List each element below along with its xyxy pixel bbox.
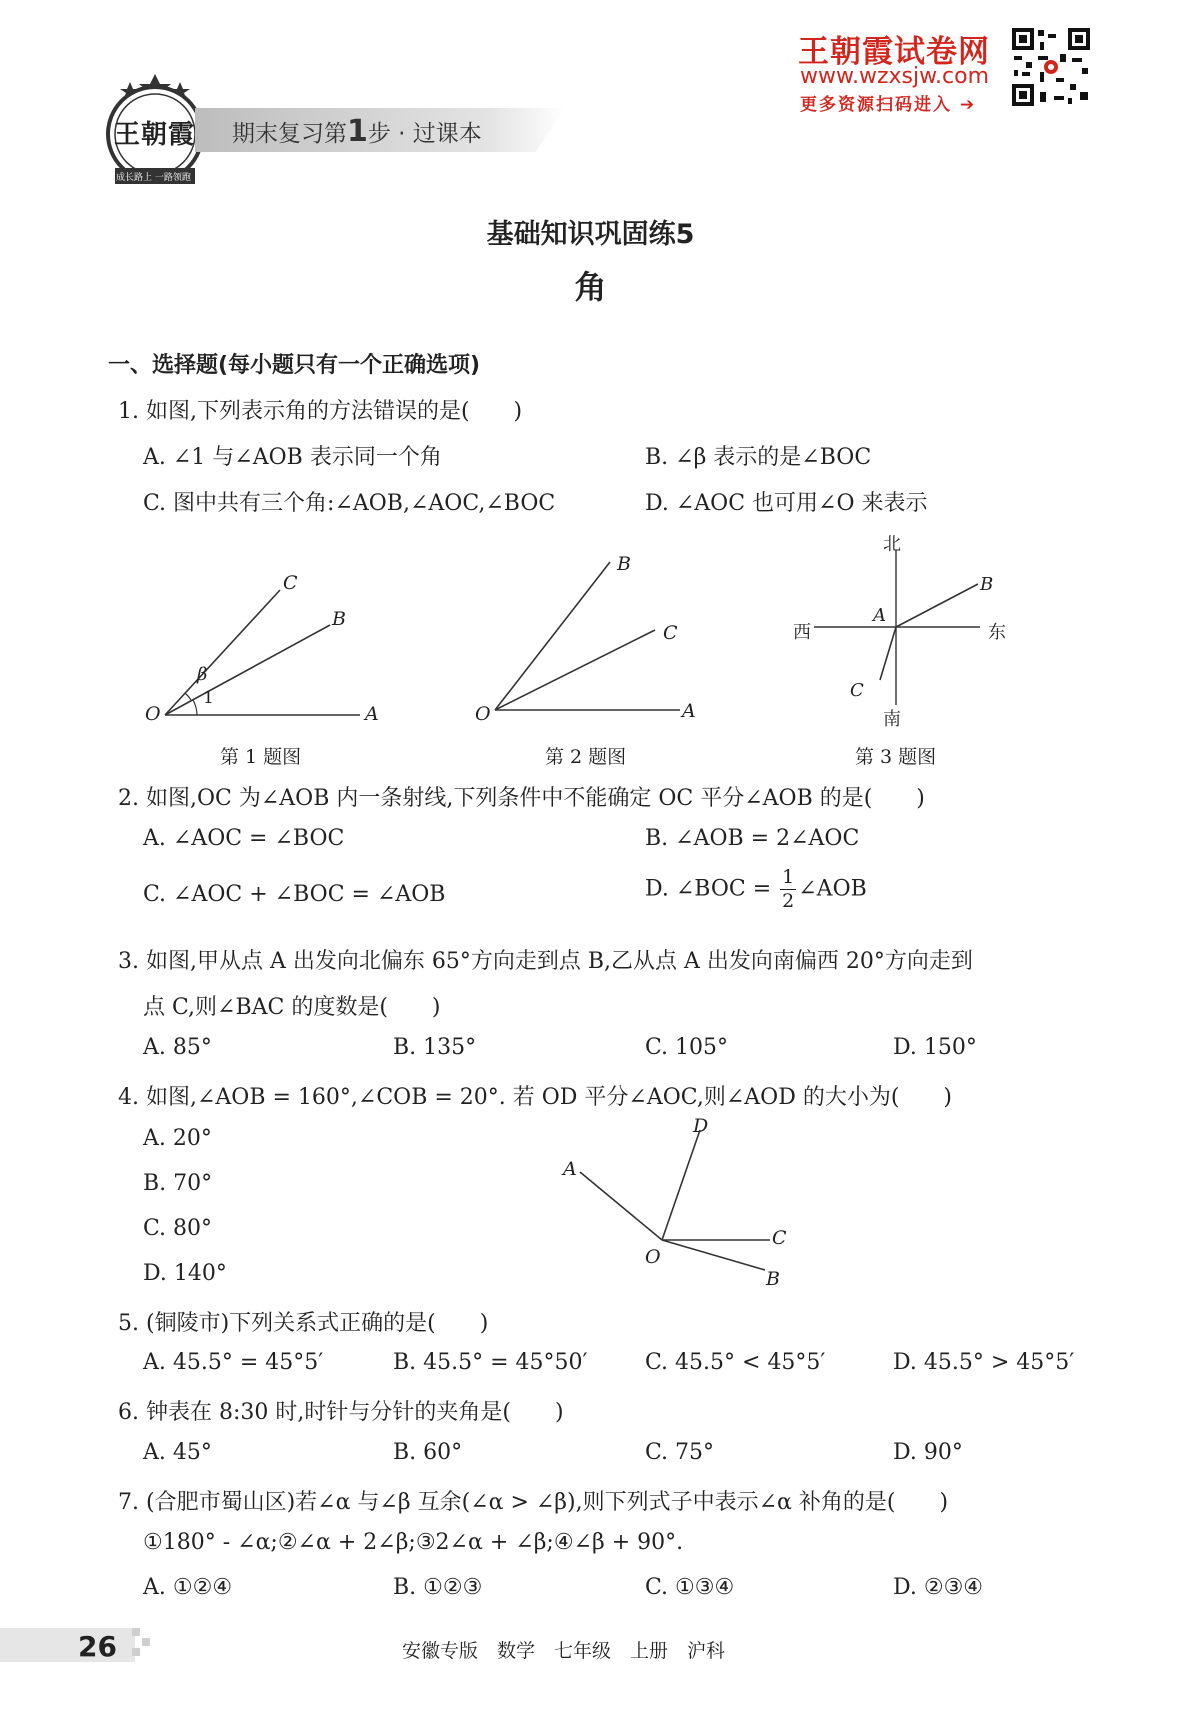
q7-option-c[interactable]: C. ①③④: [645, 1575, 735, 1600]
q3-stem-line2: 点 C,则∠BAC 的度数是( ): [143, 995, 441, 1020]
fig2-label-o: O: [475, 703, 491, 725]
section-heading: 一、选择题(每小题只有一个正确选项): [108, 353, 481, 378]
q2-option-c[interactable]: C. ∠AOC + ∠BOC = ∠AOB: [143, 882, 446, 907]
q7-stem: 7. (合肥市蜀山区)若∠α 与∠β 互余(∠α > ∠β),则下列式子中表示∠α 补角的是( ): [118, 1490, 949, 1515]
q6-option-b[interactable]: B. 60°: [393, 1440, 463, 1465]
logo-name: 王朝霞: [114, 120, 196, 150]
fig1-label-a: A: [365, 703, 379, 725]
fig3-label-c: C: [850, 680, 864, 701]
page-subtitle: 角: [574, 268, 607, 306]
banner-text: 期末复习第1步 · 过课本: [232, 114, 482, 149]
q1-option-c[interactable]: C. 图中共有三个角:∠AOB,∠AOC,∠BOC: [143, 491, 556, 516]
fig1-label-1: 1: [203, 688, 214, 708]
fig1-label-b: B: [332, 608, 346, 630]
fig3-label-b: B: [980, 574, 994, 595]
q4-option-b[interactable]: B. 70°: [143, 1171, 213, 1196]
fig4-label-d: D: [693, 1115, 709, 1137]
q4-option-d[interactable]: D. 140°: [143, 1261, 227, 1286]
q6-stem: 6. 钟表在 8:30 时,时针与分针的夹角是( ): [118, 1400, 564, 1425]
q3-option-b[interactable]: B. 135°: [393, 1035, 477, 1060]
site-url[interactable]: www.wzxsjw.com: [800, 64, 990, 89]
fig3-label-south: 南: [883, 709, 901, 730]
q2-stem: 2. 如图,OC 为∠AOB 内一条射线,下列条件中不能确定 OC 平分∠AOB 的是( ): [118, 786, 925, 811]
q6-option-d[interactable]: D. 90°: [893, 1440, 963, 1465]
q1-option-b[interactable]: B. ∠β 表示的是∠BOC: [645, 445, 872, 470]
site-hint: 更多资源扫码进入 ➔: [800, 95, 977, 115]
fig4-label-c: C: [772, 1227, 787, 1249]
q7-option-a[interactable]: A. ①②④: [143, 1575, 233, 1600]
figure-2: [475, 550, 715, 730]
figure-4: [560, 1110, 800, 1290]
q4-option-a[interactable]: A. 20°: [143, 1126, 212, 1151]
q3-option-a[interactable]: A. 85°: [143, 1035, 212, 1060]
fraction-half: $\frac{1}{2}$: [782, 866, 795, 912]
figure-3: [800, 540, 1000, 730]
q3-option-d[interactable]: D. 150°: [893, 1035, 977, 1060]
fig4-label-b: B: [766, 1268, 780, 1290]
q7-option-b[interactable]: B. ①②③: [393, 1575, 483, 1600]
figure-3-caption: 第 3 题图: [855, 746, 937, 768]
fig2-label-a: A: [682, 700, 696, 722]
q5-stem: 5. (铜陵市)下列关系式正确的是( ): [118, 1311, 489, 1336]
q5-option-d[interactable]: D. 45.5° > 45°5′: [893, 1350, 1075, 1375]
fig1-label-o: O: [145, 703, 161, 725]
fig3-label-a: A: [873, 605, 886, 626]
page-number: 26: [78, 1630, 117, 1663]
q7-option-d[interactable]: D. ②③④: [893, 1575, 984, 1600]
fig3-label-east: 东: [988, 622, 1006, 643]
q6-option-a[interactable]: A. 45°: [143, 1440, 212, 1465]
footer-info: 安徽专版 数学 七年级 上册 沪科: [402, 1640, 726, 1662]
logo-motto: 成长路上 一路领跑: [116, 173, 191, 183]
figure-2-caption: 第 2 题图: [545, 746, 627, 768]
q7-expressions: ①180° - ∠α;②∠α + 2∠β;③2∠α + ∠β;④∠β + 90°.: [143, 1530, 684, 1555]
qr-code-icon[interactable]: [1010, 26, 1092, 108]
q1-option-d[interactable]: D. ∠AOC 也可用∠O 来表示: [645, 491, 928, 516]
q3-stem-line1: 3. 如图,甲从点 A 出发向北偏东 65°方向走到点 B,乙从点 A 出发向南偏西 20°方向走到: [118, 949, 973, 974]
figure-1-caption: 第 1 题图: [220, 746, 302, 768]
q1-stem: 1. 如图,下列表示角的方法错误的是( ): [118, 399, 523, 424]
q5-option-b[interactable]: B. 45.5° = 45°50′: [393, 1350, 588, 1375]
fig3-label-west: 西: [793, 622, 811, 643]
q2-option-b[interactable]: B. ∠AOB = 2∠AOC: [645, 826, 860, 851]
figure-1: [135, 560, 395, 730]
q4-stem: 4. 如图,∠AOB = 160°,∠COB = 20°. 若 OD 平分∠AOC,则∠AOD 的大小为( ): [118, 1085, 952, 1110]
page-title: 基础知识巩固练5: [486, 219, 695, 250]
site-name: 王朝霞试卷网: [798, 34, 990, 70]
fig4-label-a: A: [563, 1158, 577, 1180]
fig1-label-beta: β: [197, 664, 208, 685]
fig1-label-c: C: [283, 572, 298, 594]
q6-option-c[interactable]: C. 75°: [645, 1440, 715, 1465]
fig3-label-north: 北: [883, 534, 901, 555]
q2-option-a[interactable]: A. ∠AOC = ∠BOC: [143, 826, 345, 851]
q3-option-c[interactable]: C. 105°: [645, 1035, 729, 1060]
fig2-label-c: C: [663, 622, 678, 644]
fig4-label-o: O: [645, 1246, 661, 1268]
fig2-label-b: B: [617, 553, 631, 575]
q2-option-d[interactable]: D. ∠BOC = $\frac{1}{2}$ ∠AOB: [645, 866, 867, 912]
q1-option-a[interactable]: A. ∠1 与∠AOB 表示同一个角: [143, 445, 442, 470]
q5-option-c[interactable]: C. 45.5° < 45°5′: [645, 1350, 826, 1375]
q4-option-c[interactable]: C. 80°: [143, 1216, 213, 1241]
footer-squares: [132, 1628, 152, 1662]
q5-option-a[interactable]: A. 45.5° = 45°5′: [143, 1350, 324, 1375]
